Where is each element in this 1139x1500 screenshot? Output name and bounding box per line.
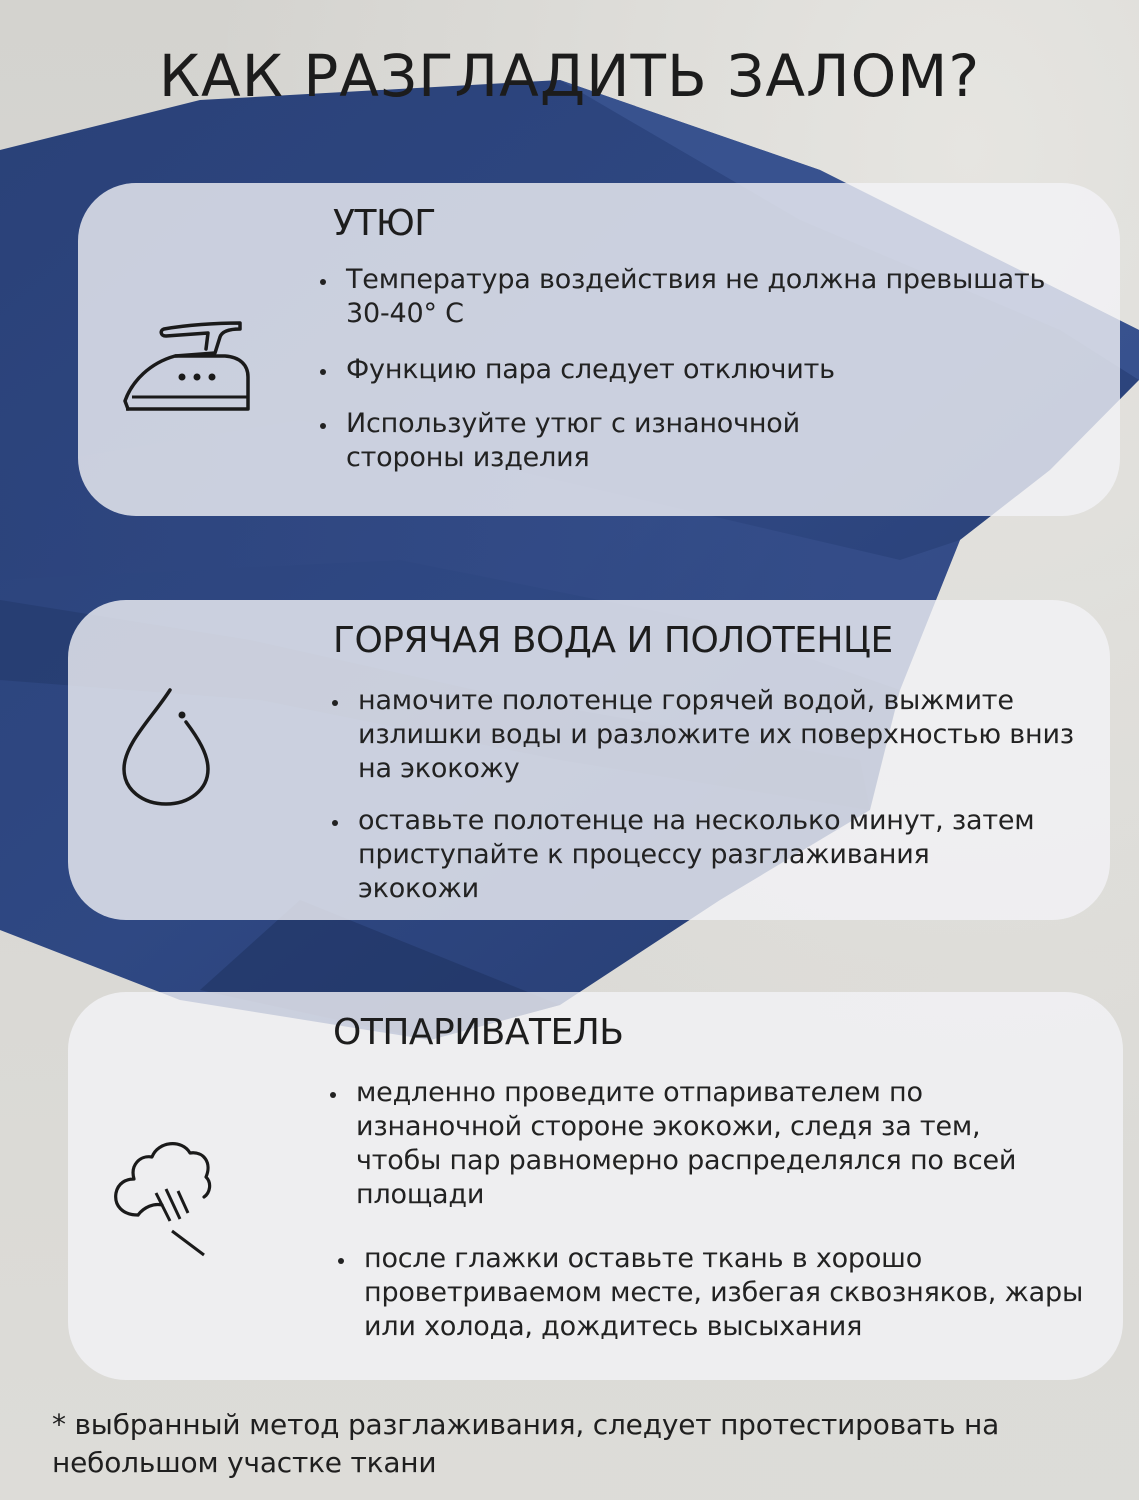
footnote: * выбранный метод разглаживания, следует протестировать на небольшом участке ткани: [52, 1408, 1000, 1479]
iron-icon: [120, 319, 255, 414]
steamer-method-card: [68, 992, 1123, 1380]
page-title: КАК РАЗГЛАДИТЬ ЗАЛОМ?: [158, 42, 981, 110]
list-item: медленно проведите отпаривателем по изнаночной стороне экокожи, следя за тем, чтобы пар равномерно распределялся по всей площади: [328, 1076, 1068, 1212]
list-item: Температура воздействия не должна превышать 30-40° С: [318, 263, 1078, 331]
water-drop-icon: [116, 684, 216, 809]
list-item: после глажки оставьте ткань в хорошо проветриваемом месте, избегая сквозняков, жары или холода, дождитесь высыхания: [336, 1242, 1084, 1344]
card-title-iron: УТЮГ: [333, 203, 436, 244]
list-item: Используйте утюг с изнаночной стороны изделия: [318, 407, 906, 475]
iron-bullet-list: [318, 263, 1078, 475]
list-item: оставьте полотенце на несколько минут, затем приступайте к процессу разглаживания экокожи: [330, 804, 1038, 906]
list-item: Функцию пара следует отключить: [318, 353, 1078, 387]
list-item: намочите полотенце горячей водой, выжмите излишки воды и разложите их поверхностью вниз на экокожу: [330, 684, 1090, 786]
card-title-hot-water: ГОРЯЧАЯ ВОДА И ПОЛОТЕНЦЕ: [333, 620, 893, 661]
card-title-steamer: ОТПАРИВАТЕЛЬ: [333, 1012, 624, 1053]
hot-water-method-card: [68, 600, 1110, 920]
hot-water-bullet-list: [330, 684, 1090, 906]
steam-icon: [108, 1135, 218, 1260]
iron-method-card: [78, 183, 1120, 516]
steamer-bullet-list: [328, 1076, 1084, 1344]
